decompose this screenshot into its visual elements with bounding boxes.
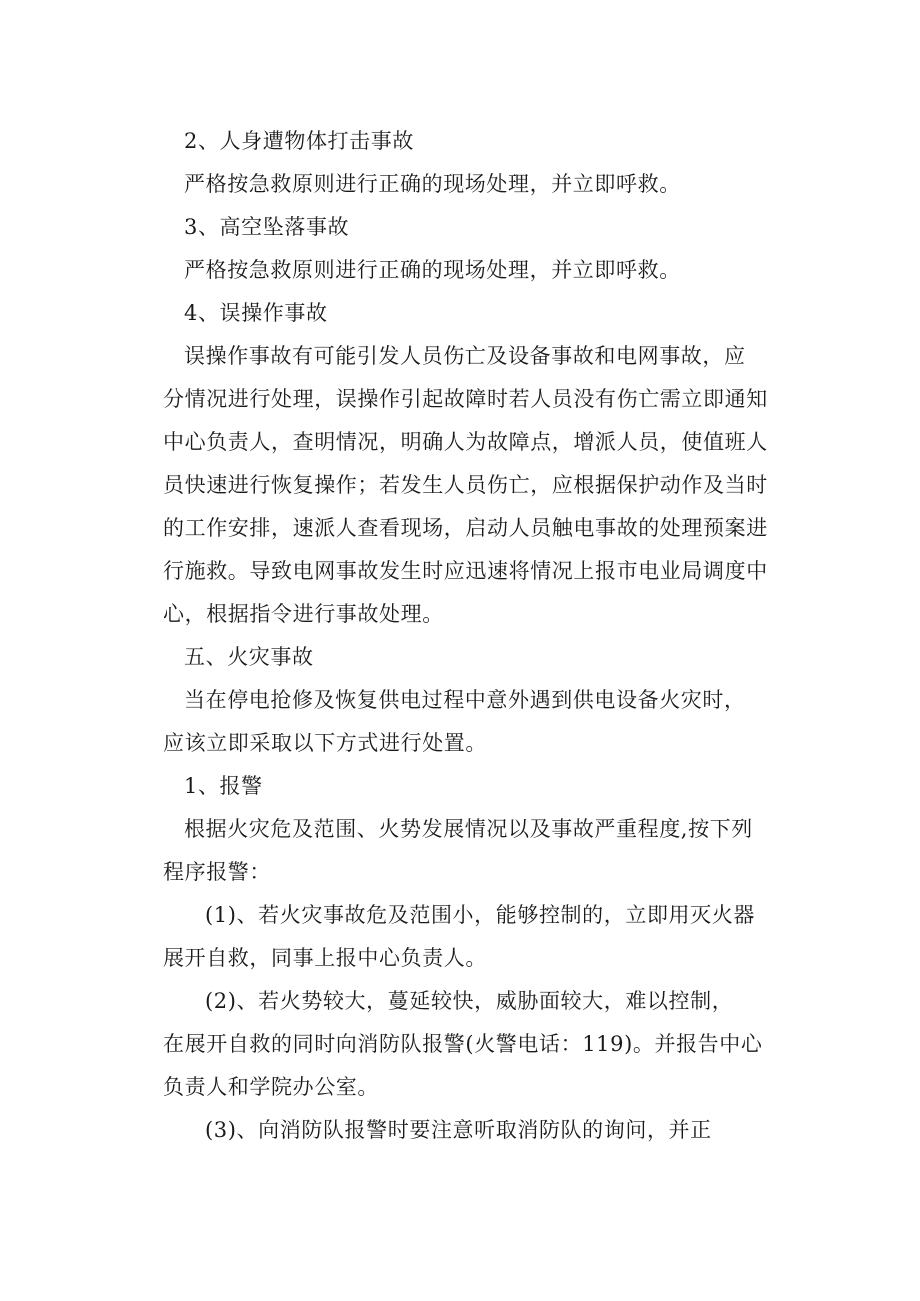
section-heading-fire: 五、火灾事故 — [184, 645, 314, 669]
list-item-continuation: 在展开自救的同时向消防队报警(火警电话：119)。并报告中心 — [163, 1032, 763, 1056]
paragraph-line: 行施救。导致电网事故发生时应迅速将情况上报市电业局调度中 — [163, 559, 768, 583]
paragraph: 严格按急救原则进行正确的现场处理，并立即呼救。 — [184, 172, 681, 196]
paragraph-line: 根据火灾危及范围、火势发展情况以及事故严重程度,按下列 — [184, 817, 753, 841]
paragraph-line: 中心负责人，查明情况，明确人为故障点，增派人员，使值班人 — [163, 430, 768, 454]
paragraph-line: 程序报警： — [163, 860, 271, 884]
paragraph-line: 心，根据指令进行事故处理。 — [163, 602, 444, 626]
paragraph-line: 当在停电抢修及恢复供电过程中意外遇到供电设备火灾时， — [184, 688, 746, 712]
paragraph-line: 员快速进行恢复操作；若发生人员伤亡，应根据保护动作及当时 — [163, 473, 768, 497]
list-item-continuation: 展开自救，同事上报中心负责人。 — [163, 946, 487, 970]
paragraph-line: 的工作安排，速派人查看现场，启动人员触电事故的处理预案进 — [163, 516, 768, 540]
list-item: (3)、向消防队报警时要注意听取消防队的询问，并正 — [205, 1118, 712, 1142]
heading-fall-accident: 3、高空坠落事故 — [184, 215, 350, 239]
document-body — [163, 120, 803, 1152]
paragraph-line: 误操作事故有可能引发人员伤亡及设备事故和电网事故，应 — [184, 344, 746, 368]
list-item: (1)、若火灾事故危及范围小，能够控制的，立即用灭火器 — [205, 903, 755, 927]
heading-misoperation: 4、误操作事故 — [184, 301, 328, 325]
paragraph: 严格按急救原则进行正确的现场处理，并立即呼救。 — [184, 258, 681, 282]
paragraph-line: 分情况进行处理，误操作引起故障时若人员没有伤亡需立即通知 — [163, 387, 768, 411]
list-item-continuation: 负责人和学院办公室。 — [163, 1075, 379, 1099]
heading-alarm: 1、报警 — [184, 774, 263, 798]
heading-body-injury: 2、人身遭物体打击事故 — [184, 129, 414, 153]
list-item: (2)、若火势较大，蔓延较快，威胁面较大，难以控制， — [205, 989, 734, 1013]
paragraph-line: 应该立即采取以下方式进行处置。 — [163, 731, 487, 755]
